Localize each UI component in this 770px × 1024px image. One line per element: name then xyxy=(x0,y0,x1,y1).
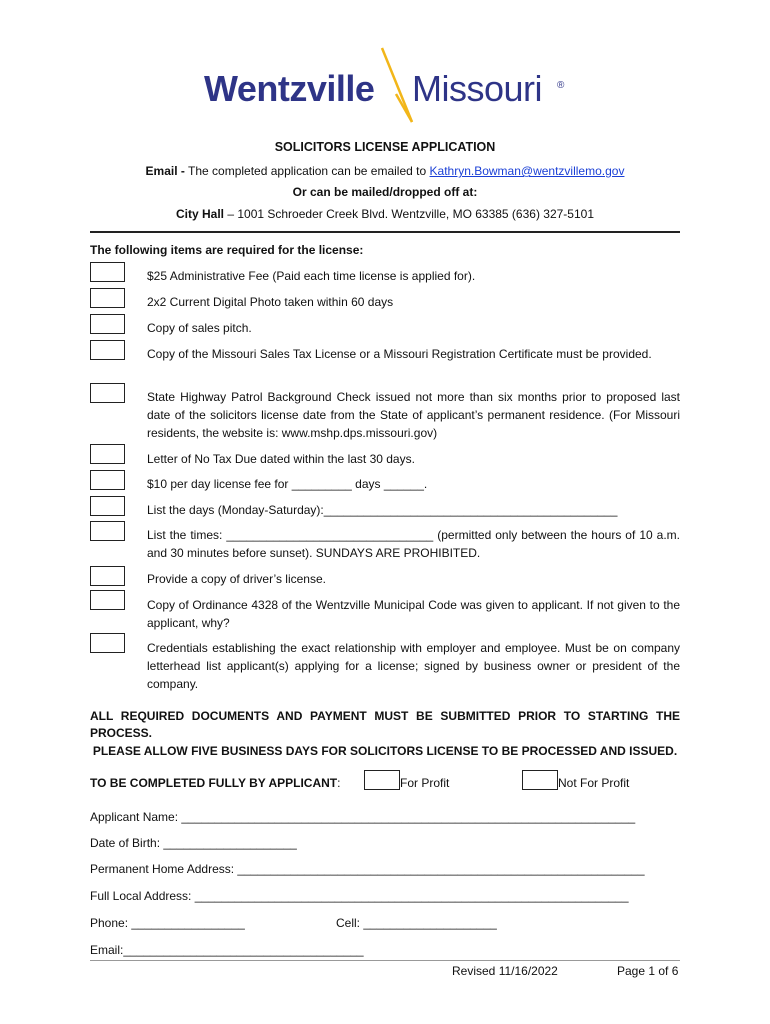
checkbox-no-tax-due[interactable] xyxy=(90,444,125,464)
for-profit-checkbox[interactable] xyxy=(364,770,400,790)
not-for-profit-checkbox[interactable] xyxy=(522,770,558,790)
logo-missouri: Missouri xyxy=(412,68,543,109)
required-heading: The following items are required for the license: xyxy=(90,243,364,257)
checkbox-days[interactable] xyxy=(90,496,125,516)
email-line xyxy=(80,164,690,178)
notice-processing-time: PLEASE ALLOW FIVE BUSINESS DAYS FOR SOLICITORS LICENSE TO BE PROCESSED AND ISSUED. xyxy=(92,744,678,758)
applicant-name-field[interactable]: Applicant Name: ____________________________________________________________________ xyxy=(90,810,636,824)
checkbox-daily-fee[interactable] xyxy=(90,470,125,490)
email-link[interactable]: Kathryn.Bowman@wentzvillemo.gov xyxy=(429,164,625,178)
notice-required-documents: ALL REQUIRED DOCUMENTS AND PAYMENT MUST BE SUBMITTED PRIOR TO STARTING THE PROCESS. xyxy=(90,709,680,740)
page-number: Page 1 of 6 xyxy=(617,964,679,978)
home-address-field[interactable]: Permanent Home Address: _____________________________________________________________ xyxy=(90,862,645,876)
item-drivers-license: Provide a copy of driver’s license. xyxy=(147,572,326,586)
revised-date: Revised 11/16/2022 xyxy=(452,964,558,978)
checkbox-ordinance[interactable] xyxy=(90,590,125,610)
item-sales-pitch: Copy of sales pitch. xyxy=(147,321,252,335)
item-credentials: Credentials establishing the exact relationship with employer and employee. Must be on company letterhead list applicant(s) applying for a license; signed by business owner or president of the company. xyxy=(147,641,680,691)
email-label: Email - xyxy=(145,164,185,178)
item-daily-fee: $10 per day license fee for _________ days ______. xyxy=(147,477,428,491)
wentzville-logo xyxy=(200,44,580,126)
page-title: SOLICITORS LICENSE APPLICATION xyxy=(274,140,496,154)
logo-registered-mark: ® xyxy=(557,80,565,91)
item-times: List the times: _______________________________ (permitted only between the hours of 10 a.m. and 30 minutes before sunset). SUNDAYS ARE PROHIBITED. xyxy=(147,528,680,560)
checkbox-times[interactable] xyxy=(90,521,125,541)
applicant-heading-text: TO BE COMPLETED FULLY BY APPLICANT xyxy=(90,776,338,790)
city-hall-line xyxy=(80,207,690,221)
item-ordinance: Copy of Ordinance 4328 of the Wentzville Municipal Code was given to applicant. If not given to the applicant, why? xyxy=(147,598,680,630)
item-sales-tax-license: Copy of the Missouri Sales Tax License or a Missouri Registration Certificate must be provided. xyxy=(147,347,652,361)
email-field[interactable]: Email:____________________________________ xyxy=(90,943,364,957)
city-hall-label: City Hall xyxy=(175,207,224,221)
item-admin-fee: $25 Administrative Fee (Paid each time license is applied for). xyxy=(147,269,476,283)
not-for-profit-label: Not For Profit xyxy=(558,776,630,790)
checkbox-background-check[interactable] xyxy=(90,383,125,403)
logo-wentzville: Wentzville xyxy=(204,68,375,109)
checkbox-admin-fee[interactable] xyxy=(90,262,125,282)
item-no-tax-due: Letter of No Tax Due dated within the last 30 days. xyxy=(147,452,415,466)
checkbox-credentials[interactable] xyxy=(90,633,125,653)
cell-field[interactable]: Cell: ____________________ xyxy=(336,916,497,930)
mail-line: Or can be mailed/dropped off at: xyxy=(292,185,478,199)
applicant-heading-colon: : xyxy=(337,776,341,790)
local-address-field[interactable]: Full Local Address: _________________________________________________________________ xyxy=(90,889,629,903)
item-background-check: State Highway Patrol Background Check issued not more than six months prior to proposed last date of the solicitors license date from the State of applicant’s permanent residence. (For Missouri residents, the website is: www.mshp.dps.missouri.gov) xyxy=(147,390,680,440)
header-divider xyxy=(90,231,680,233)
checkbox-sales-tax-license[interactable] xyxy=(90,340,125,360)
phone-field[interactable]: Phone: _________________ xyxy=(90,916,245,930)
for-profit-label: For Profit xyxy=(400,776,450,790)
applicant-heading xyxy=(90,776,340,790)
item-photo: 2x2 Current Digital Photo taken within 60 days xyxy=(147,295,394,309)
checkbox-photo[interactable] xyxy=(90,288,125,308)
checkbox-sales-pitch[interactable] xyxy=(90,314,125,334)
date-of-birth-field[interactable]: Date of Birth: ____________________ xyxy=(90,836,297,850)
city-hall-address: – 1001 Schroeder Creek Blvd. Wentzville, MO 63385 (636) 327-5101 xyxy=(227,207,594,221)
email-text: The completed application can be emailed to xyxy=(188,164,427,178)
checkbox-drivers-license[interactable] xyxy=(90,566,125,586)
footer-divider xyxy=(90,960,680,961)
item-days: List the days (Monday-Saturday):____________________________________________ xyxy=(147,503,618,517)
